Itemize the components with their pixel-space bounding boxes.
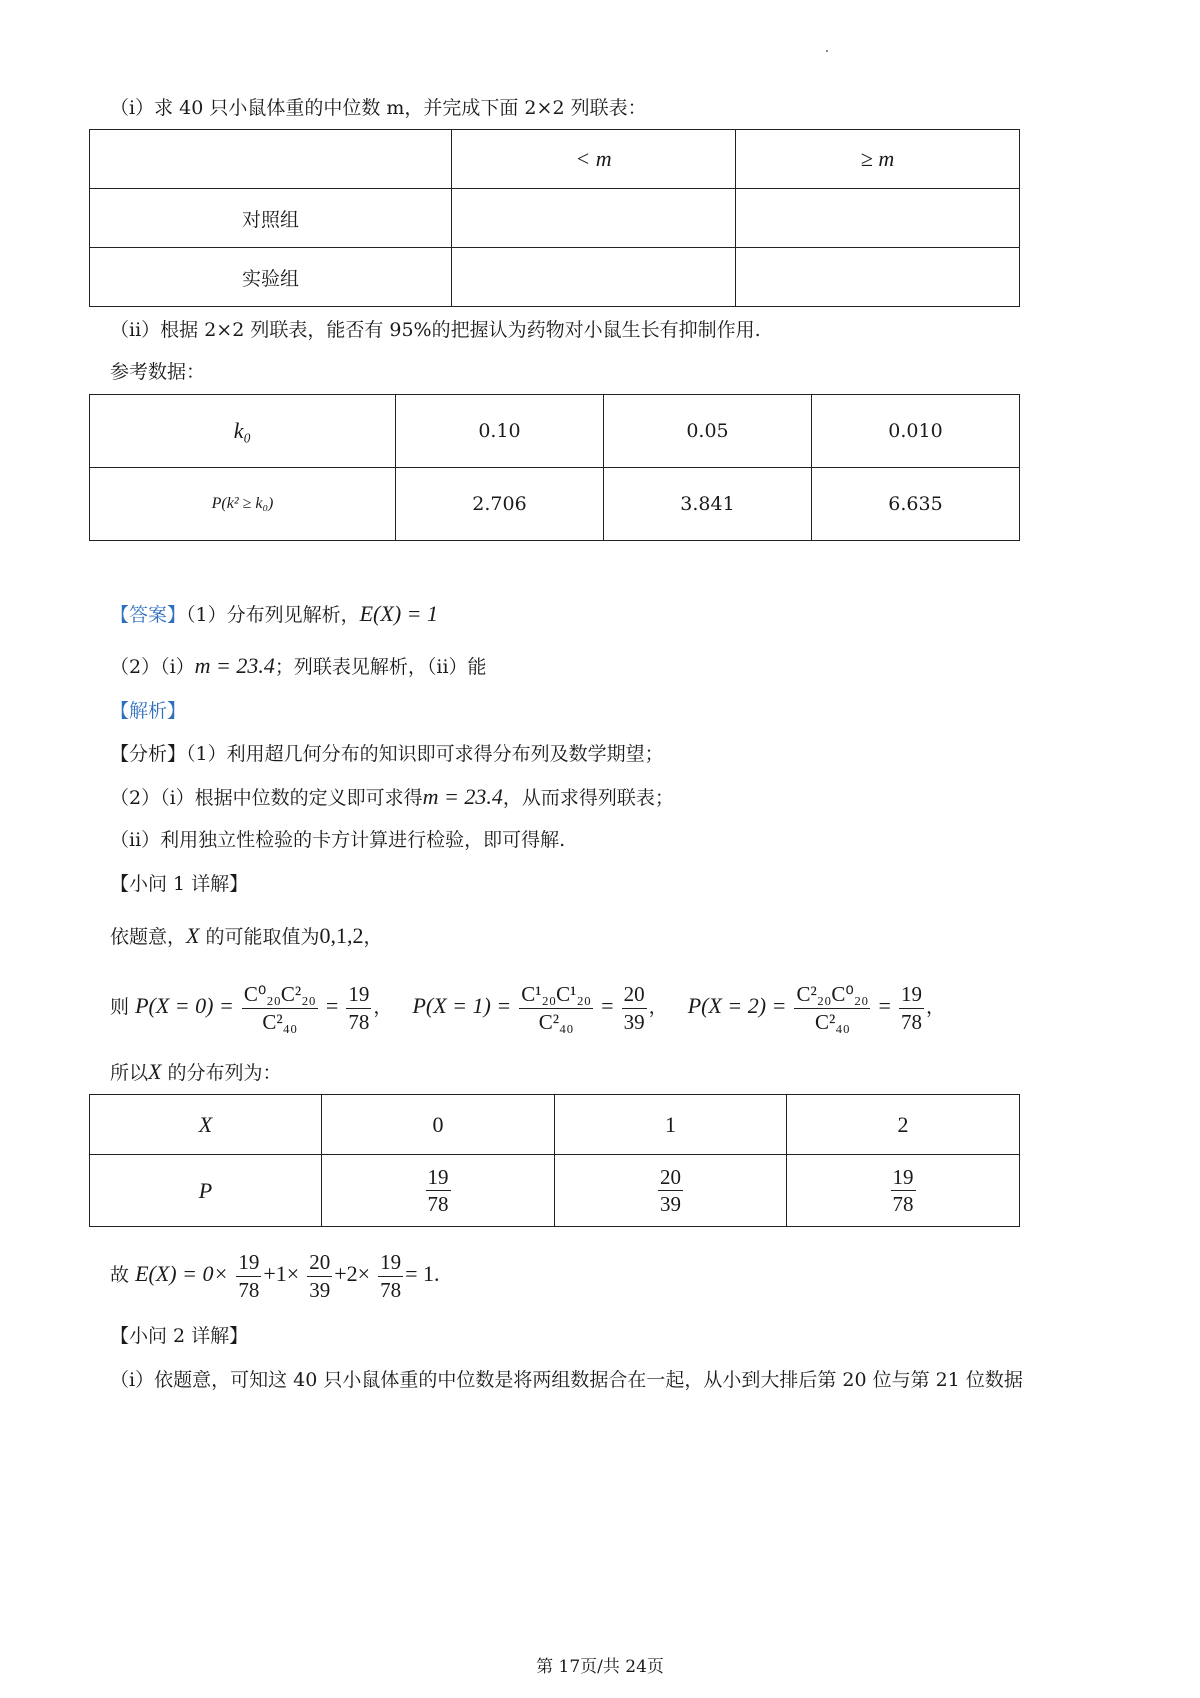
analysis-line-2: （2）（i）根据中位数的定义即可求得m = 23.4，从而求得列联表；	[110, 784, 674, 809]
subquestion-2-title: 【小问 2 详解】	[110, 1325, 249, 1347]
contingency-header-empty	[90, 130, 452, 189]
ref-cell: 0.010	[812, 395, 1020, 468]
fraction: $\frac{19}{78}$	[348, 982, 370, 1034]
contingency-table	[89, 129, 1020, 307]
fraction: $\frac{19}{78}$	[901, 982, 922, 1034]
answer-tag: 【答案】	[110, 604, 187, 626]
fraction: $\frac{\text{C¹₂₀C¹₂₀}}{\text{C²₄₀}}$	[521, 982, 592, 1034]
ref-cell: 0.05	[604, 395, 812, 468]
ref-prob-label: P(k² ≥ k₀)	[90, 468, 396, 541]
distribution-intro: 所以X 的分布列为：	[110, 1059, 282, 1084]
dist-x-value: 1	[555, 1095, 787, 1155]
q2-line-1: （i）依题意，可知这 40 只小鼠体重的中位数是将两组数据合在一起，从小到大排后第 20 位与第 21 位数据	[110, 1369, 1023, 1391]
expectation-line: 故 E(X) = 0× $\frac{19}{78}$ +1× $\frac{20}{39}$ +2× $\frac{19}{78}$ = 1.	[110, 1250, 440, 1302]
subquestion-1-title: 【小问 1 详解】	[110, 873, 249, 895]
dist-x-value: 0	[322, 1095, 555, 1155]
ref-cell: 2.706	[396, 468, 604, 541]
ref-k0-label: k₀	[90, 395, 396, 468]
fraction: $\frac{\text{C²₂₀C⁰₂₀}}{\text{C²₄₀}}$	[796, 982, 869, 1034]
median-formula: m = 23.4	[194, 653, 275, 678]
contingency-cell	[452, 248, 736, 307]
contingency-cell	[736, 248, 1020, 307]
dist-x-value: 2	[787, 1095, 1020, 1155]
answer-line-2: （2）（i）m = 23.4；列联表见解析，（ii）能	[110, 653, 487, 678]
question-ii: （ii）根据 2×2 列联表，能否有 95%的把握认为药物对小鼠生长有抑制作用.	[110, 319, 761, 341]
reference-label: 参考数据：	[110, 361, 206, 383]
ref-cell: 3.841	[604, 468, 812, 541]
analysis-tag: 【解析】	[110, 700, 187, 722]
contingency-row-label: 实验组	[90, 248, 452, 307]
probability-formulas: 则 P(X = 0) = $\frac{\text{C⁰₂₀C²₂₀}}{\text{C²₄₀}}$ = $\frac{19}{78}$ ， P(X = 1) = $\frac{\text{C¹₂₀C¹₂₀}}{\text{C²₄₀}}$ = $\frac{20}{39}$ ， P(X = 2) = $\frac{\text{C²₂₀C⁰₂₀}}{\text{C²₄₀}}$ = $\frac{19}{78}$ ，	[110, 982, 946, 1034]
contingency-header-ge-m: ≥ m	[736, 130, 1020, 189]
page-footer: 第 17页/共 24页	[536, 1657, 664, 1677]
dist-p-label: P	[90, 1155, 322, 1227]
question-i: （i）求 40 只小鼠体重的中位数 m，并完成下面 2×2 列联表：	[110, 97, 647, 119]
contingency-cell	[736, 189, 1020, 248]
answer-line-1: 【答案】（1）分布列见解析，E(X) = 1	[110, 601, 438, 626]
distribution-table	[89, 1094, 1020, 1227]
dist-p-value: $\frac{19}{78}$	[787, 1155, 1020, 1227]
contingency-cell	[452, 189, 736, 248]
reference-table	[89, 394, 1020, 541]
analysis-line-3: （ii）利用独立性检验的卡方计算进行检验，即可得解.	[110, 829, 566, 851]
fraction: $\frac{20}{39}$	[623, 982, 645, 1034]
fraction: $\frac{\text{C⁰₂₀C²₂₀}}{\text{C²₄₀}}$	[243, 982, 316, 1034]
stray-dot	[826, 50, 828, 52]
contingency-row-label: 对照组	[90, 189, 452, 248]
expectation-formula: E(X) = 1	[359, 601, 438, 626]
ref-cell: 6.635	[812, 468, 1020, 541]
dist-p-value: $\frac{19}{78}$	[322, 1155, 555, 1227]
q1-line-1: 依题意，X 的可能取值为0,1,2，	[110, 923, 383, 948]
ref-cell: 0.10	[396, 395, 604, 468]
contingency-header-lt-m: < m	[452, 130, 736, 189]
dist-x-label: X	[90, 1095, 322, 1155]
dist-p-value: $\frac{20}{39}$	[555, 1155, 787, 1227]
analysis-line-1: 【分析】（1）利用超几何分布的知识即可求得分布列及数学期望；	[110, 743, 664, 765]
